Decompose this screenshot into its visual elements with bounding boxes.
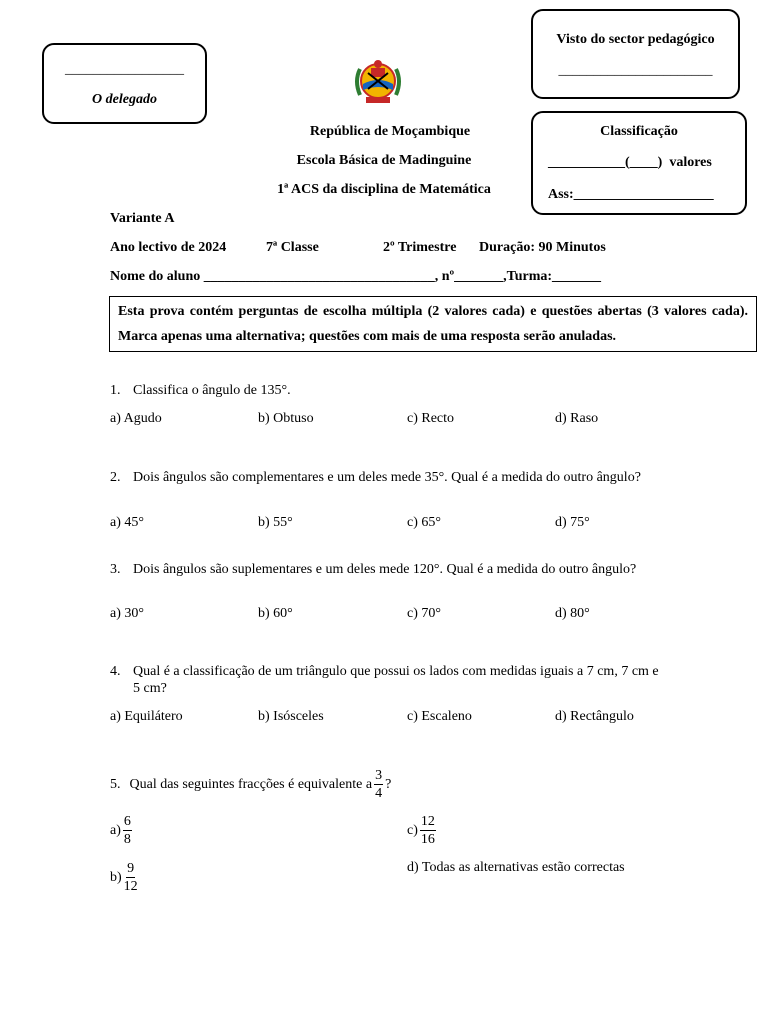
q3-option-a[interactable]: a) 30° [110,606,144,621]
q3-option-b[interactable]: b) 60° [258,606,293,621]
grade-box [531,111,747,215]
question-3 [110,561,660,578]
question-number: 4. [110,664,121,679]
q2-option-b[interactable]: b) 55° [258,515,293,530]
pedagogical-line: ______________________ [558,63,713,78]
question-5: 5. Qual das seguintes fracções é equivalente a $\frac{3}{4}$ ? [110,768,392,801]
country-name: República de Moçambique [309,124,471,139]
instructions-text: Esta prova contém perguntas de escolha múltipla (2 valores cada) e questões abertas (3 valores cada). Marca apenas uma alternativa; questões com mais de uma resposta serão anuladas. [118,304,748,344]
q4-option-d[interactable]: d) Rectângulo [555,709,634,724]
q5-option-d[interactable]: d) Todas as alternativas estão correctas [407,860,625,875]
signature-line: Ass:____________________ [548,187,714,202]
question-number: 1. [110,383,121,398]
q5-option-a[interactable]: a) $\frac{6}{8}$ [110,814,131,847]
class-grade: 7ª Classe [266,240,319,255]
q4-option-b[interactable]: b) Isósceles [258,709,324,724]
question-text: Dois ângulos são complementares e um deles mede 35°. Qual é a medida do outro ângulo? [133,470,641,485]
grade-line: ___________(____) valores [548,155,712,170]
target-fraction: $\frac{3}{4}$ [375,768,383,801]
pedagogical-title: Visto do sector pedagógico [556,32,715,47]
q2-option-d[interactable]: d) 75° [555,515,590,530]
q5-option-c[interactable]: c) $\frac{12}{16}$ [407,814,435,847]
question-4 [110,663,660,697]
q1-option-c[interactable]: c) Recto [407,411,455,426]
q3-option-d[interactable]: d) 80° [555,606,590,621]
q5-option-b[interactable]: b) $\frac{9}{12}$ [110,861,138,894]
question-number: 5. [110,776,121,792]
q4-option-a[interactable]: a) Equilátero [110,709,183,724]
question-1 [110,382,660,399]
question-number: 2. [110,470,121,485]
q1-option-a[interactable]: a) Agudo [110,411,162,426]
delegate-label: O delegado [92,92,157,107]
q1-option-b[interactable]: b) Obtuso [258,411,314,426]
delegate-line: _________________ [65,62,184,77]
question-number: 3. [110,562,121,577]
pedagogical-box [531,9,740,99]
school-year: Ano lectivo de 2024 [110,240,227,255]
q2-option-c[interactable]: c) 65° [407,515,441,530]
coat-of-arms-emblem [350,57,406,107]
school-name: Escola Básica de Madinguine [296,153,472,168]
exam-title: 1ª ACS da disciplina de Matemática [277,182,491,197]
variant-label: Variante A [110,211,175,226]
duration-label: Duração: 90 Minutos [479,240,606,255]
instructions-box [109,296,757,352]
q3-option-c[interactable]: c) 70° [407,606,441,621]
q4-option-c[interactable]: c) Escaleno [407,709,472,724]
q1-option-d[interactable]: d) Raso [555,411,599,426]
grade-title: Classificação [600,124,678,139]
student-info-line: Nome do aluno _________________________________, nº_______,Turma:_______ [110,269,602,284]
question-text: Classifica o ângulo de 135°. [133,383,291,398]
delegate-box [42,43,207,124]
question-text: Dois ângulos são suplementares e um deles mede 120°. Qual é a medida do outro ângulo? [133,562,637,577]
question-text: Qual é a classificação de um triângulo que possui os lados com medidas iguais a 7 cm, 7 cm e 5 cm? [133,664,659,696]
term-label: 2º Trimestre [383,240,457,255]
question-text: Qual das seguintes fracções é equivalente a [129,776,373,792]
q2-option-a[interactable]: a) 45° [110,515,144,530]
question-2 [110,469,660,486]
